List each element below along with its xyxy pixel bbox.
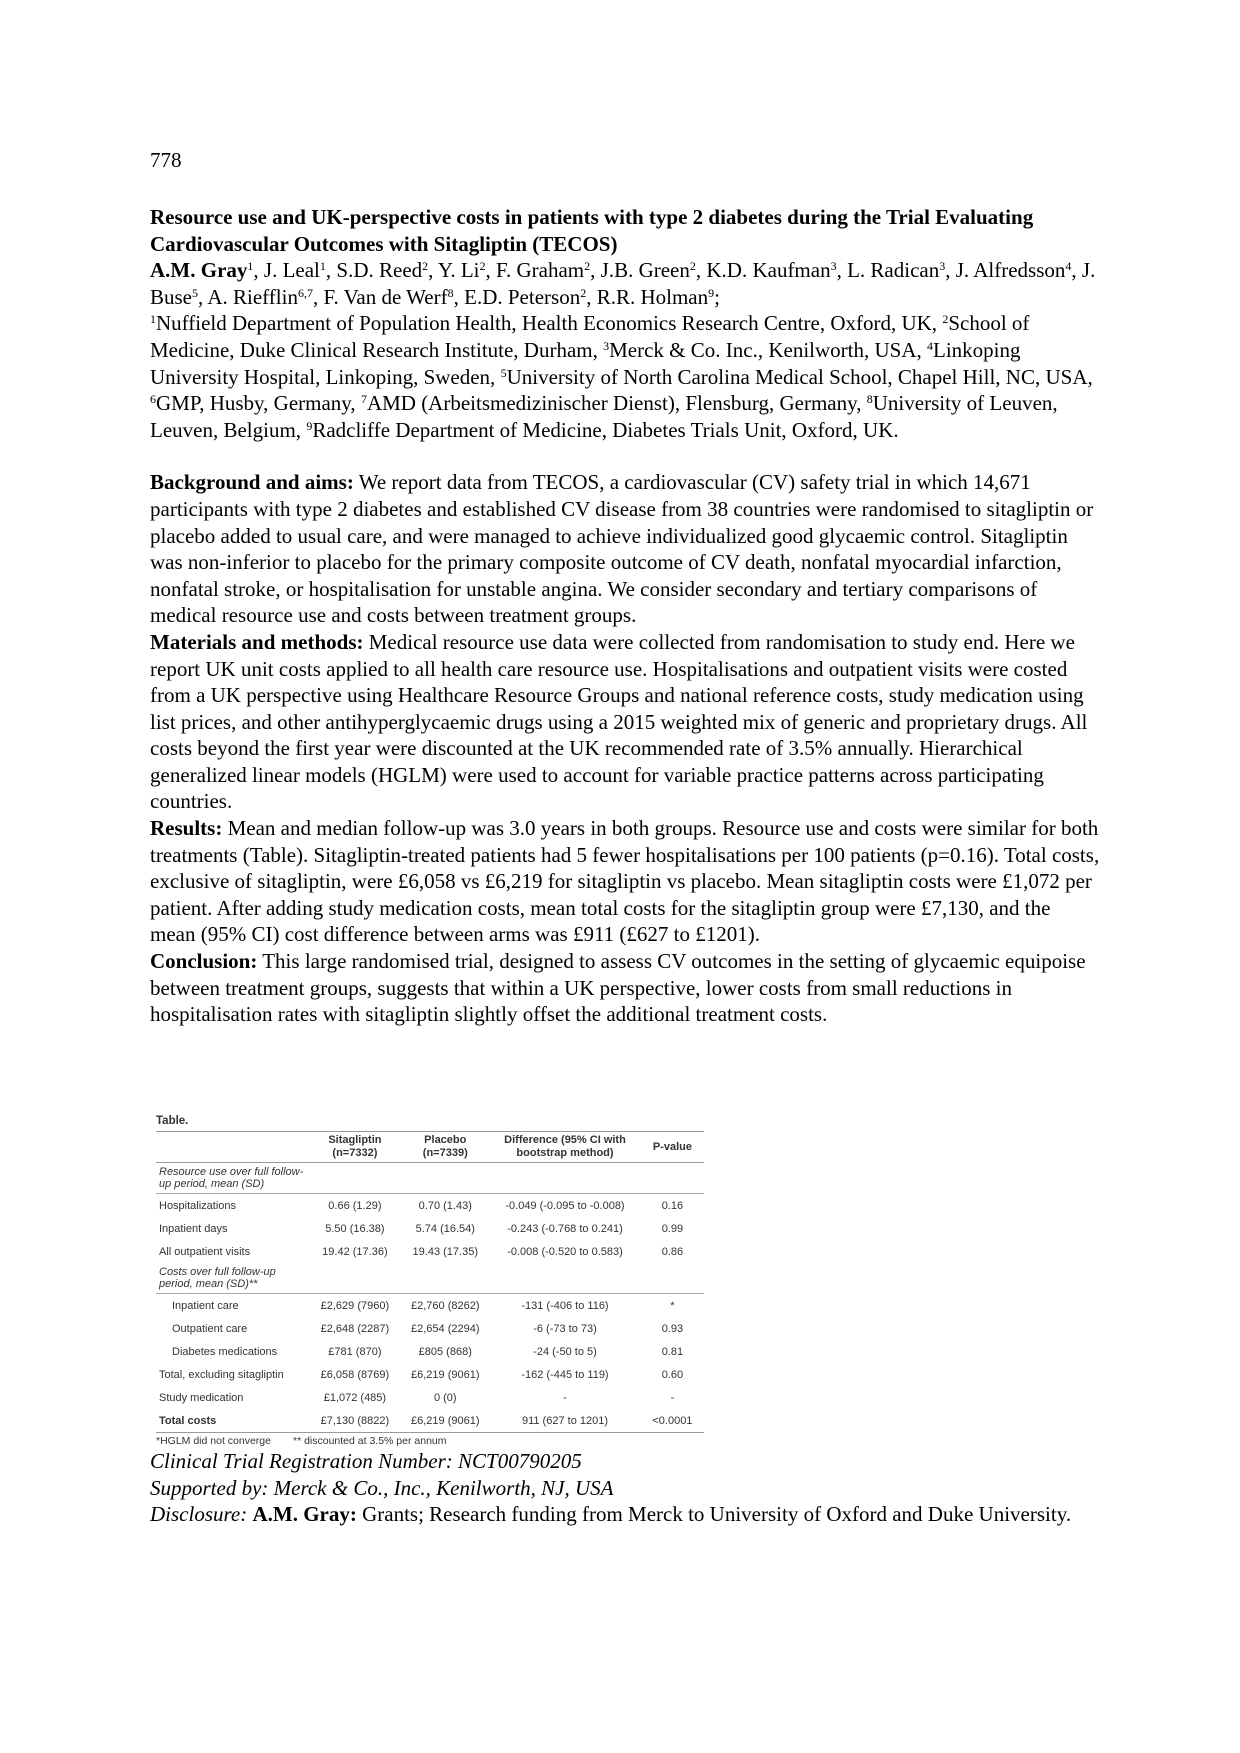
table-cell: -0.049 (-0.095 to -0.008): [505, 1199, 625, 1212]
disclosure: [150, 1501, 1100, 1528]
table-row: [156, 1294, 704, 1318]
table-caption: Table.: [156, 1115, 189, 1127]
table-subheader-cell: Costs over full follow-up period, mean (SD)**: [156, 1263, 308, 1294]
conclusion-section: [150, 948, 1100, 1028]
table-row: [156, 1240, 704, 1263]
table-header-cell: Placebo (n=7339): [401, 1132, 489, 1163]
table-cell: [308, 1263, 401, 1294]
affiliation-mark: 3: [603, 338, 610, 353]
affiliation-mark: 5: [500, 365, 507, 380]
results-section: [150, 815, 1100, 948]
author-affiliation-mark: 2: [689, 259, 696, 274]
author-name: F. Graham: [496, 258, 585, 283]
table-cell: 0.93: [661, 1322, 684, 1335]
table-cell: 0.16: [661, 1199, 684, 1212]
results-table: [156, 1131, 704, 1433]
author-name: L. Radican: [847, 258, 940, 283]
table-cell: [641, 1163, 704, 1194]
disclosure-label: Disclosure:: [150, 1502, 248, 1527]
table-cell: £2,648 (2287): [320, 1322, 390, 1335]
author-name: J. Buse: [150, 258, 1096, 309]
abstract-title: Resource use and UK-perspective costs in patients with type 2 diabetes during the Trial Evaluating Cardiovascular Outcomes with Sitagliptin (TECOS): [150, 205, 1034, 256]
table-cell: £2,760 (8262): [411, 1299, 480, 1312]
table-footnote: ** discounted at 3.5% per annum: [292, 1435, 447, 1447]
trial-registration: Clinical Trial Registration Number: NCT00790205: [150, 1449, 582, 1473]
affiliation-mark: 1: [150, 312, 156, 327]
affiliation-text: Linkoping University Hospital, Linkoping, Sweden,: [150, 337, 1021, 389]
table-cell: [489, 1263, 641, 1294]
table-subheader-row: [156, 1263, 704, 1294]
methods-text: Medical resource use data were collected from randomisation to study end. Here we report UK unit costs applied to all health care resource use. Hospitalisations and outpatient visits were costed from a UK perspective using Healthcare Resource Groups and national reference costs, study medication using list prices, and other antihyperglycaemic drugs using a 2015 weighted mix of generic and proprietary drugs. All costs beyond the first year were discounted at the UK recommended rate of 3.5% annually. Hierarchical generalized linear models (HGLM) were used to account for variable practice patterns across participating countries.: [150, 629, 1088, 814]
table-row: [156, 1217, 704, 1240]
table-cell: 0.81: [661, 1345, 684, 1358]
table-row: [156, 1317, 704, 1340]
affiliation-text: GMP, Husby, Germany,: [156, 391, 361, 416]
abstract-body: [150, 204, 1100, 1028]
table-cell: £781 (870): [328, 1345, 382, 1358]
supported-by: Supported by: Merck & Co., Inc., Kenilworth, NJ, USA: [150, 1475, 614, 1500]
author-name: J.B. Green: [600, 258, 690, 283]
author-list: A.M. Gray$^1$, J. Leal$^1$, S.D. Reed$^2$, Y. Li$^2$, F. Graham$^2$, J.B. Green$^2$, K.D. Kaufman$^3$, L. Radican$^3$, J. Alfredsson$^4$, J. Buse$^5$, A. Riefflin$^{6,7}$, F. Van de Werf$^8$, E.D. Peterson$^2$, R.R. Holman$^9$;: [150, 258, 1096, 309]
table-header-cell: [156, 1132, 308, 1163]
author-name: F. Van de Werf: [323, 284, 448, 309]
table-cell: -6 (-73 to 73): [533, 1322, 597, 1335]
table-row-label: Hospitalizations: [159, 1199, 237, 1212]
table-cell: 0.86: [661, 1245, 684, 1258]
table-row-label: Inpatient care: [172, 1299, 239, 1312]
table-cell: -: [563, 1391, 567, 1404]
background-section: [150, 469, 1100, 629]
author-affiliation-mark: 1: [319, 259, 326, 274]
affiliation-mark: 8: [866, 392, 873, 407]
table-cell: £2,629 (7960): [320, 1299, 390, 1312]
background-text: We report data from TECOS, a cardiovascular (CV) safety trial in which 14,671 participants with type 2 diabetes and established CV disease from 38 countries were randomised to sitagliptin or placebo added to usual care, and were managed to achieve individualized good glycaemic control. Sitagliptin was non-inferior to placebo for the primary composite outcome of CV death, nonfatal myocardial infarction, nonfatal stroke, or hospitalisation for unstable angina. We consider secondary and tertiary comparisons of medical resource use and costs between treatment groups.: [150, 470, 1094, 628]
results-table-figure: [156, 1115, 704, 1447]
table-cell: 911 (627 to 1201): [489, 1409, 641, 1433]
affiliation-mark: 2: [942, 312, 949, 327]
table-cell: £7,130 (8822): [308, 1409, 401, 1433]
author-name: J. Leal: [263, 258, 320, 283]
abstract-footer: [150, 1448, 1100, 1528]
author-affiliation-mark: 4: [1065, 259, 1072, 274]
table-cell: £6,219 (9061): [401, 1409, 489, 1433]
table-cell: -0.008 (-0.520 to 0.583): [507, 1245, 623, 1258]
table-row: [156, 1363, 704, 1386]
table-cell: £805 (868): [418, 1345, 472, 1358]
table-cell: -: [670, 1391, 675, 1404]
table-cell: 0.70 (1.43): [418, 1199, 472, 1212]
table-cell: [308, 1163, 401, 1194]
affiliation-mark: 6: [150, 392, 156, 407]
table-row-label: Total costs: [156, 1409, 308, 1433]
table-row-label: Outpatient care: [172, 1322, 248, 1335]
table-cell: 0.60: [661, 1368, 684, 1381]
table-cell: [401, 1263, 489, 1294]
affiliation-text: Merck & Co. Inc., Kenilworth, USA,: [609, 337, 927, 362]
table-footnote: *HGLM did not converge: [156, 1435, 271, 1447]
affiliation-mark: 4: [927, 338, 933, 353]
author-affiliation-mark: 2: [479, 259, 486, 274]
table-subheader-cell: Resource use over full follow-up period, mean (SD): [156, 1163, 308, 1194]
table-footnotes: [156, 1435, 704, 1447]
affiliation-text: Nuffield Department of Population Health, Health Economics Research Centre, Oxford, UK,: [156, 311, 943, 336]
disclosure-name: A.M. Gray:: [252, 1502, 357, 1527]
table-cell: *: [670, 1299, 675, 1312]
table-cell: 5.74 (16.54): [415, 1222, 475, 1235]
table-cell: -131 (-406 to 116): [521, 1299, 609, 1312]
table-cell: [401, 1163, 489, 1194]
author-affiliation-mark: 5: [192, 285, 198, 300]
affiliation-text: University of Leuven, Leuven, Belgium,: [150, 391, 1058, 442]
author-affiliation-mark: 1: [247, 259, 254, 274]
author-affiliation-mark: 2: [422, 259, 429, 274]
table-cell: £1,072 (485): [323, 1391, 387, 1404]
methods-label: Materials and methods:: [150, 629, 364, 654]
author-affiliation-mark: 8: [447, 285, 454, 300]
table-cell: [489, 1163, 641, 1194]
table-total-row: [156, 1409, 704, 1433]
author-name: R.R. Holman: [596, 284, 709, 309]
affiliation-text: AMD (Arbeitsmedizinischer Dienst), Flensburg, Germany,: [366, 391, 867, 416]
affiliation-mark: 7: [360, 392, 367, 407]
methods-section: [150, 629, 1100, 815]
table-header-cell: Sitagliptin (n=7332): [308, 1132, 401, 1163]
author-affiliation-mark: 3: [830, 259, 837, 274]
affiliation-mark: 9: [306, 418, 313, 433]
background-label: Background and aims:: [150, 470, 354, 495]
table-row-label: Inpatient days: [159, 1222, 228, 1235]
table-cell: -0.243 (-0.768 to 0.241): [507, 1222, 623, 1235]
author-name: E.D. Peterson: [464, 284, 581, 309]
author-name: A. Riefflin: [207, 284, 298, 309]
table-cell: £6,058 (8769): [320, 1368, 390, 1381]
results-label: Results:: [150, 816, 223, 841]
table-row-label: Study medication: [159, 1391, 244, 1404]
author-affiliation-mark: 2: [580, 285, 587, 300]
table-row: [156, 1194, 704, 1218]
conclusion-text: This large randomised trial, designed to assess CV outcomes in the setting of glycaemic equipoise between treatment groups, suggests that within a UK perspective, lower costs from small reductions in hospitalisation rates with sitagliptin slightly offset the additional treatment costs.: [150, 949, 1086, 1027]
affiliation-list: [150, 310, 1100, 443]
table-row-label: Diabetes medications: [172, 1345, 278, 1358]
table-cell: 0 (0): [433, 1391, 457, 1404]
table-cell: 19.42 (17.36): [322, 1245, 388, 1258]
table-cell: 19.43 (17.35): [412, 1245, 478, 1258]
author-affiliation-mark: 9: [708, 285, 715, 300]
table-cell: [641, 1263, 704, 1294]
table-row: [156, 1340, 704, 1363]
table-cell: £2,654 (2294): [411, 1322, 480, 1335]
conclusion-label: Conclusion:: [150, 949, 258, 974]
author-name: K.D. Kaufman: [706, 258, 831, 283]
author-affiliation-mark: 6,7: [297, 285, 313, 300]
author-name: A.M. Gray: [150, 258, 248, 283]
author-affiliation-mark: 3: [939, 259, 946, 274]
page-number: 778: [150, 148, 182, 172]
table-subheader-row: [156, 1163, 704, 1194]
results-text: Mean and median follow-up was 3.0 years in both groups. Resource use and costs were similar for both treatments (Table). Sitagliptin-treated patients had 5 fewer hospitalisations per 100 patients (p=0.16). Total costs, exclusive of sitagliptin, were £6,058 vs £6,219 for sitagliptin vs placebo. Mean sitagliptin costs were £1,072 per patient. After adding study medication costs, mean total costs for the sitagliptin group were £7,130, and the mean (95% CI) cost difference between arms was £911 (£627 to £1201).: [150, 816, 1100, 947]
author-name: Y. Li: [437, 258, 480, 283]
author-affiliation-mark: 2: [584, 259, 591, 274]
affiliation-text: University of North Carolina Medical School, Chapel Hill, NC, USA,: [506, 364, 1093, 389]
table-cell: 5.50 (16.38): [325, 1222, 385, 1235]
affiliation-text: Radcliffe Department of Medicine, Diabetes Trials Unit, Oxford, UK.: [312, 417, 899, 442]
author-name: S.D. Reed: [336, 258, 423, 283]
table-row-label: Total, excluding sitagliptin: [159, 1368, 284, 1381]
table-header-cell: P-value: [641, 1132, 704, 1163]
table-row-label: All outpatient visits: [159, 1245, 251, 1258]
table-cell: -162 (-445 to 119): [521, 1368, 609, 1381]
table-cell: 0.66 (1.29): [328, 1199, 382, 1212]
table-cell: <0.0001: [641, 1409, 704, 1433]
table-cell: 0.99: [661, 1222, 684, 1235]
table-header-cell: Difference (95% CI with bootstrap method): [489, 1132, 641, 1163]
affiliation-text: School of Medicine, Duke Clinical Research Institute, Durham,: [150, 311, 1030, 362]
author-name: J. Alfredsson: [955, 258, 1066, 283]
table-cell: -24 (-50 to 5): [533, 1345, 597, 1358]
table-row: [156, 1386, 704, 1409]
table-cell: £6,219 (9061): [411, 1368, 480, 1381]
disclosure-text: Grants; Research funding from Merck to University of Oxford and Duke University.: [356, 1502, 1072, 1527]
table-header-row: [156, 1132, 704, 1163]
